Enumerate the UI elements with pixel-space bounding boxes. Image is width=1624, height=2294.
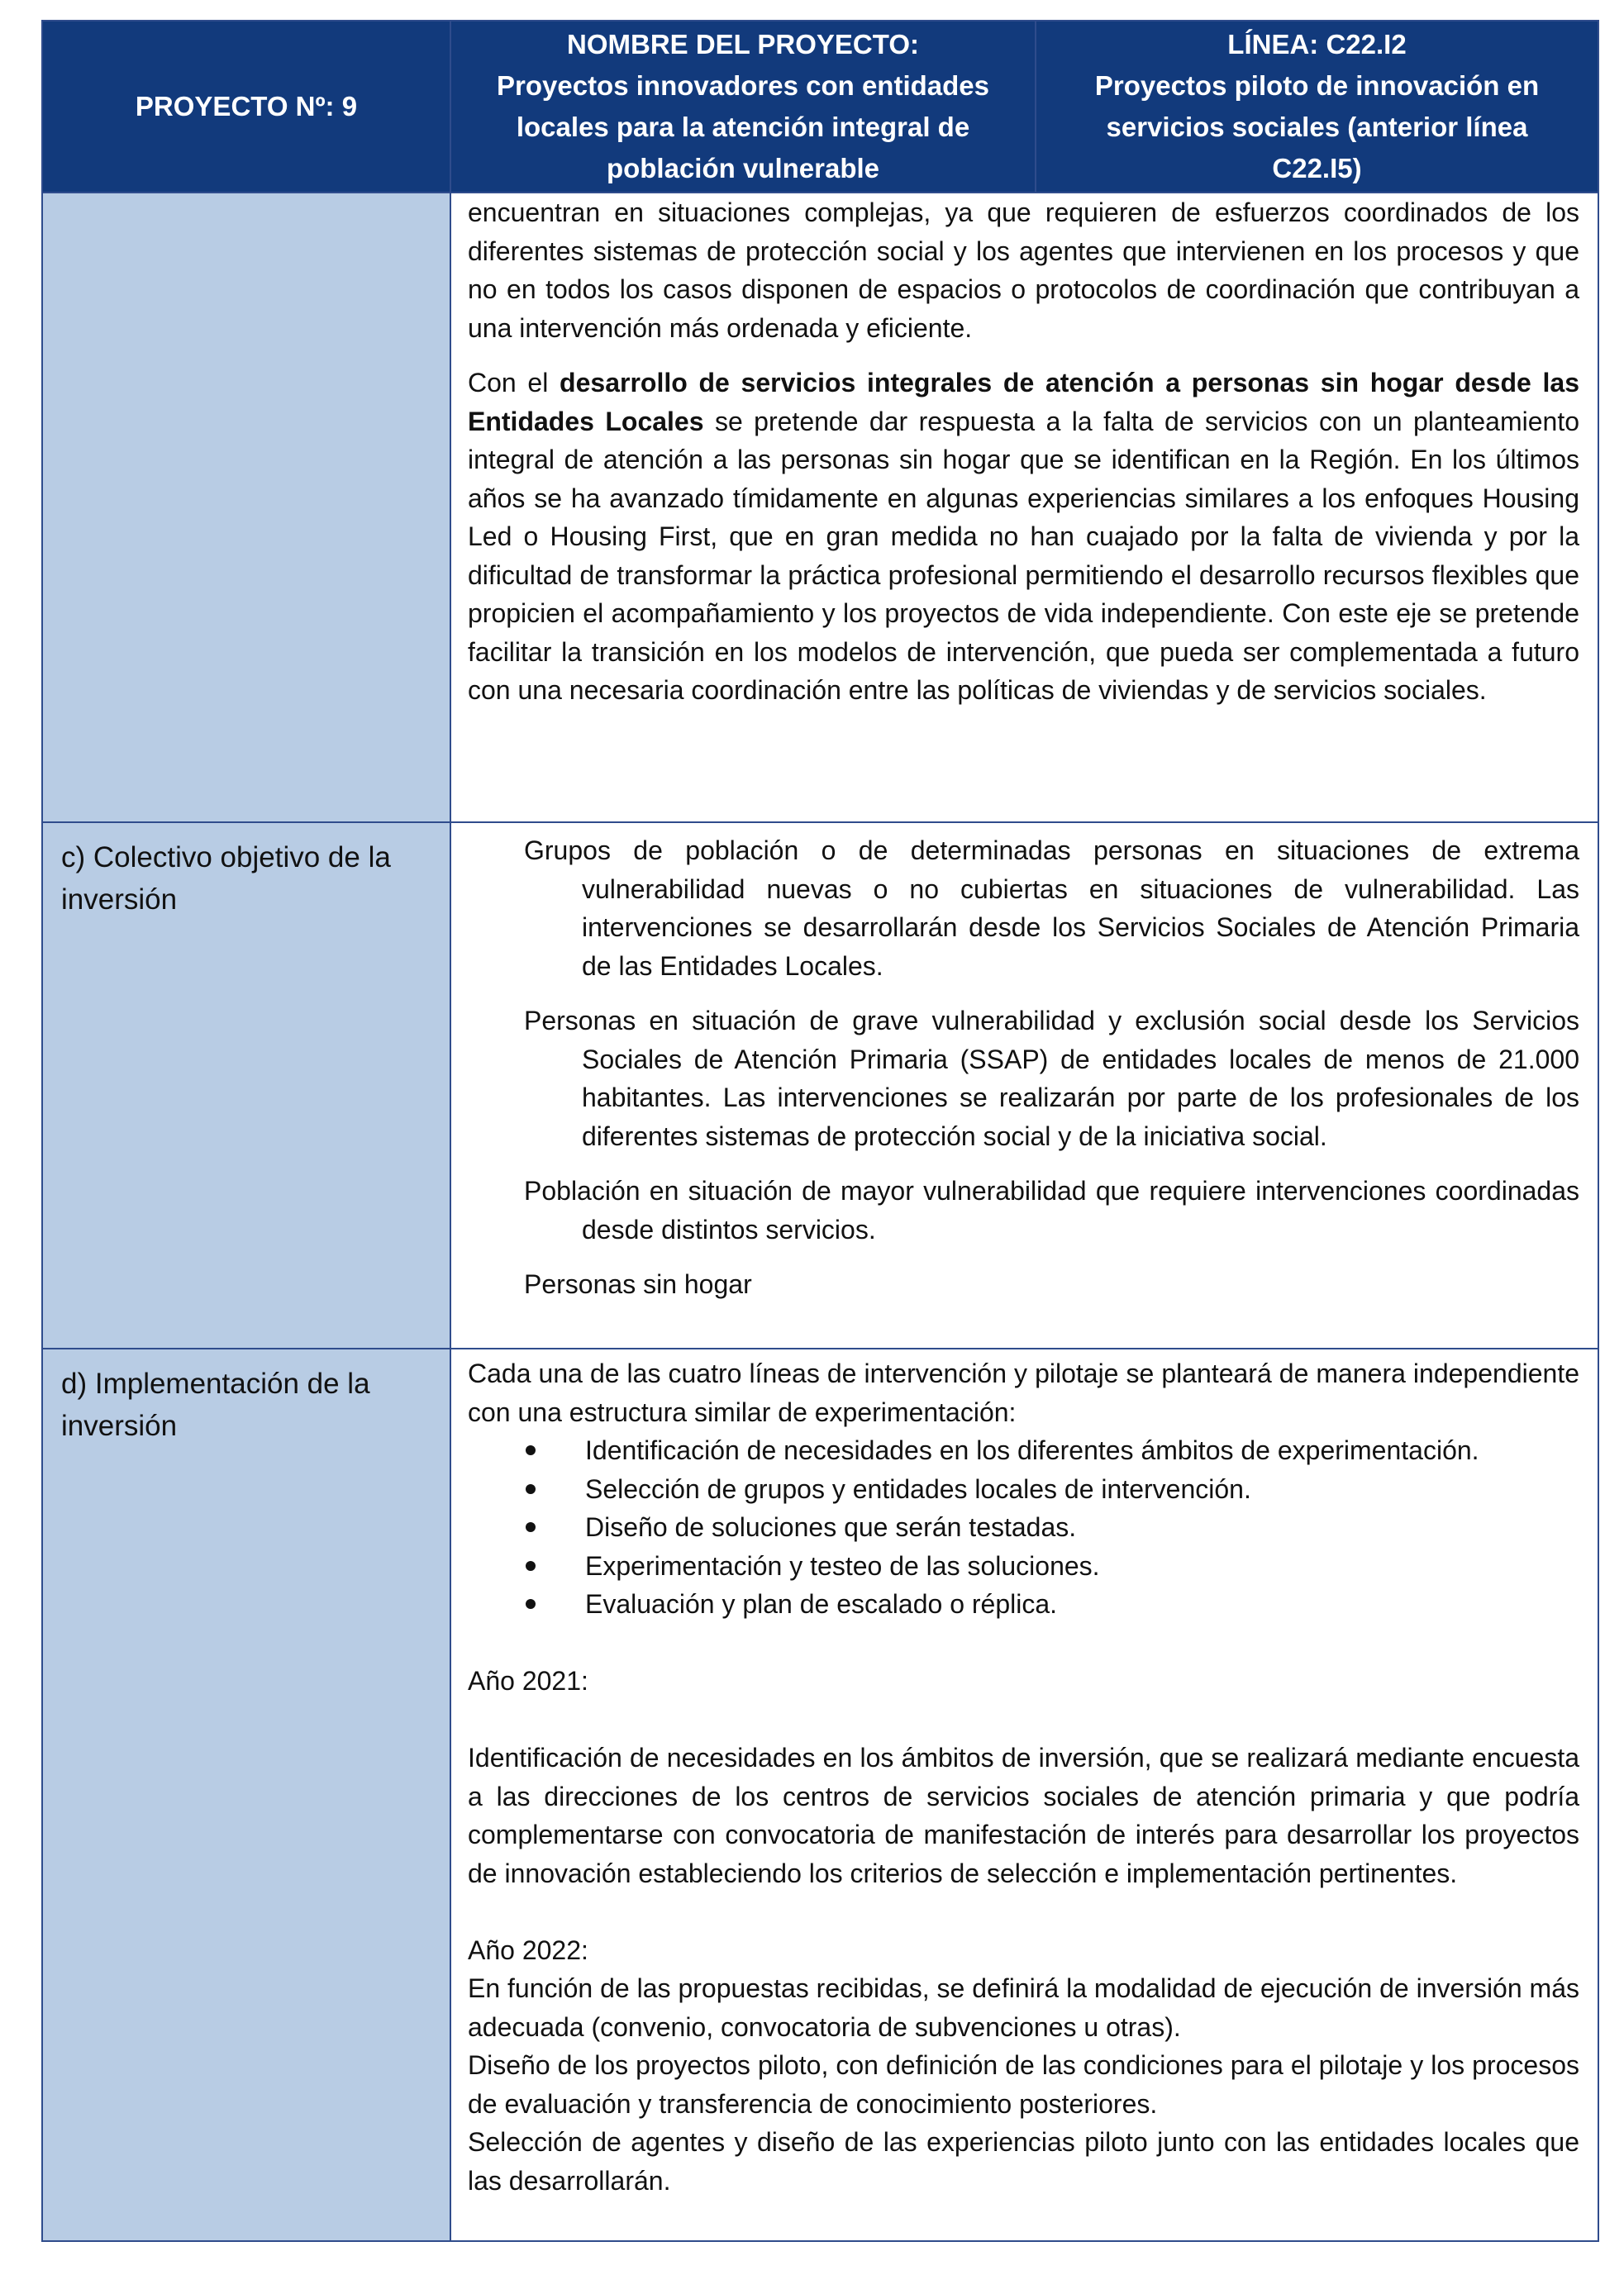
year-2022-text: Selección de agentes y diseño de las experiencias piloto junto con las entidades locales que las desarrollarán. [468,2127,1579,2196]
target-content-cell [450,822,1598,1349]
bullet-icon [526,1522,536,1532]
project-name-line: NOMBRE DEL PROYECTO: [567,29,919,59]
year-heading-2021: Año 2021: [468,1666,588,1696]
implementation-row [42,1349,1598,2241]
bullet-item: Diseño de soluciones que serán testadas. [526,1508,1579,1547]
year-2022-text: En función de las propuestas recibidas, se definirá la modalidad de ejecución de inversión más adecuada (convenio, convocatoria de subvenciones u otras). [468,1973,1579,2042]
line-text: LÍNEA: C22.I2 [1227,29,1407,59]
bullet-item: Experimentación y testeo de las soluciones. [526,1547,1579,1586]
bullet-item: Evaluación y plan de escalado o réplica. [526,1585,1579,1624]
implementation-content-cell [450,1349,1598,2241]
line-text: Proyectos piloto de innovación en [1094,70,1540,101]
line-text: servicios sociales (anterior línea [1106,112,1528,142]
target-item: Personas sin hogar [524,1269,752,1299]
intro-content-cell [450,193,1598,822]
bullet-item: Identificación de necesidades en los diferentes ámbitos de experimentación. [526,1431,1579,1470]
year-heading-2022: Año 2022: [468,1935,588,1965]
target-item: Grupos de población o de determinadas personas en situaciones de extrema vulnerabilidad nuevas o no cubiertas en situaciones de vulnerabilidad. Las intervenciones se desarrollarán desde los Servicios Sociales de Atención Primaria de las Entidades Locales. [524,835,1579,981]
bullet-item: Selección de grupos y entidades locales de intervención. [526,1470,1579,1509]
line-cell [1036,21,1598,193]
project-name-line: Proyectos innovadores con entidades [497,70,989,101]
line-text: C22.I5) [1272,153,1362,183]
project-number-cell [42,21,450,193]
target-item: Personas en situación de grave vulnerabilidad y exclusión social desde los Servicios Sociales de Atención Primaria (SSAP) de entidades locales de menos de 21.000 habitantes. Las intervenciones se realizarán por parte de los profesionales de los diferentes sistemas de protección social y de la iniciativa social. [524,1006,1579,1151]
target-label-cell [42,822,450,1349]
intro-row [42,193,1598,822]
intro-lead-text: Con el [468,368,560,397]
document-page [41,20,1598,2242]
target-row [42,822,1598,1349]
implementation-bullets [468,1431,1579,1624]
header-row [42,21,1598,193]
intro-paragraph [468,364,1579,710]
implementation-label-cell [42,1349,450,2241]
target-item: Población en situación de mayor vulnerabilidad que requiere intervenciones coordinadas desde distintos servicios. [524,1176,1579,1245]
intro-bold-text: desarrollo de servicios integrales de atención a personas sin hogar desde las Entidades Locales [468,368,1580,436]
bullet-icon [526,1445,536,1455]
project-table [41,20,1599,2242]
project-name-line: población vulnerable [606,153,880,183]
year-2021-text: Identificación de necesidades en los ámbitos de inversión, que se realizará mediante encuesta a las direcciones de los centros de servicios sociales de atención primaria y que podría complementarse con convocatoria de manifestación de interés para desarrollar los proyectos de innovación estableciendo los criterios de selección e implementación pertinentes. [468,1743,1579,1888]
intro-paragraph: encuentran en situaciones complejas, ya que requieren de esfuerzos coordinados de los diferentes sistemas de protección social y los agentes que intervienen en los procesos y que no en todos los casos disponen de espacios o protocolos de coordinación que contribuyan a una intervención más ordenada y eficiente. [468,198,1579,343]
project-number: PROYECTO Nº: 9 [135,91,358,121]
target-label: c) Colectivo objetivo de la inversión [61,841,391,916]
year-2022-text: Diseño de los proyectos piloto, con definición de las condiciones para el pilotaje y los procesos de evaluación y transferencia de conocimiento posteriores. [468,2050,1579,2119]
bullet-icon [526,1599,536,1609]
implementation-label: d) Implementación de la inversión [61,1368,370,1442]
bullet-icon [526,1561,536,1571]
project-name-cell [450,21,1036,193]
intro-rest-text: se pretende dar respuesta a la falta de servicios con un planteamiento integral de atención a las personas sin hogar que se identifican en la Región. En los últimos años se ha avanzado tímidamente en algunas experiencias similares a los enfoques Housing Led o Housing First, que en gran medida no han cuajado por la falta de vivienda y por la dificultad de transformar la práctica profesional permitiendo el desarrollo recursos flexibles que propicien el acompañamiento y los proyectos de vida independiente. Con este eje se pretende facilitar la transición en los modelos de intervención, que pueda ser complementada a futuro con una necesaria coordinación entre las políticas de viviendas y de servicios sociales. [468,406,1580,705]
project-name-line: locales para la atención integral de [516,112,970,142]
intro-label-cell [42,193,450,822]
bullet-icon [526,1484,536,1494]
implementation-intro: Cada una de las cuatro líneas de intervención y pilotaje se planteará de manera independiente con una estructura similar de experimentación: [468,1359,1579,1427]
